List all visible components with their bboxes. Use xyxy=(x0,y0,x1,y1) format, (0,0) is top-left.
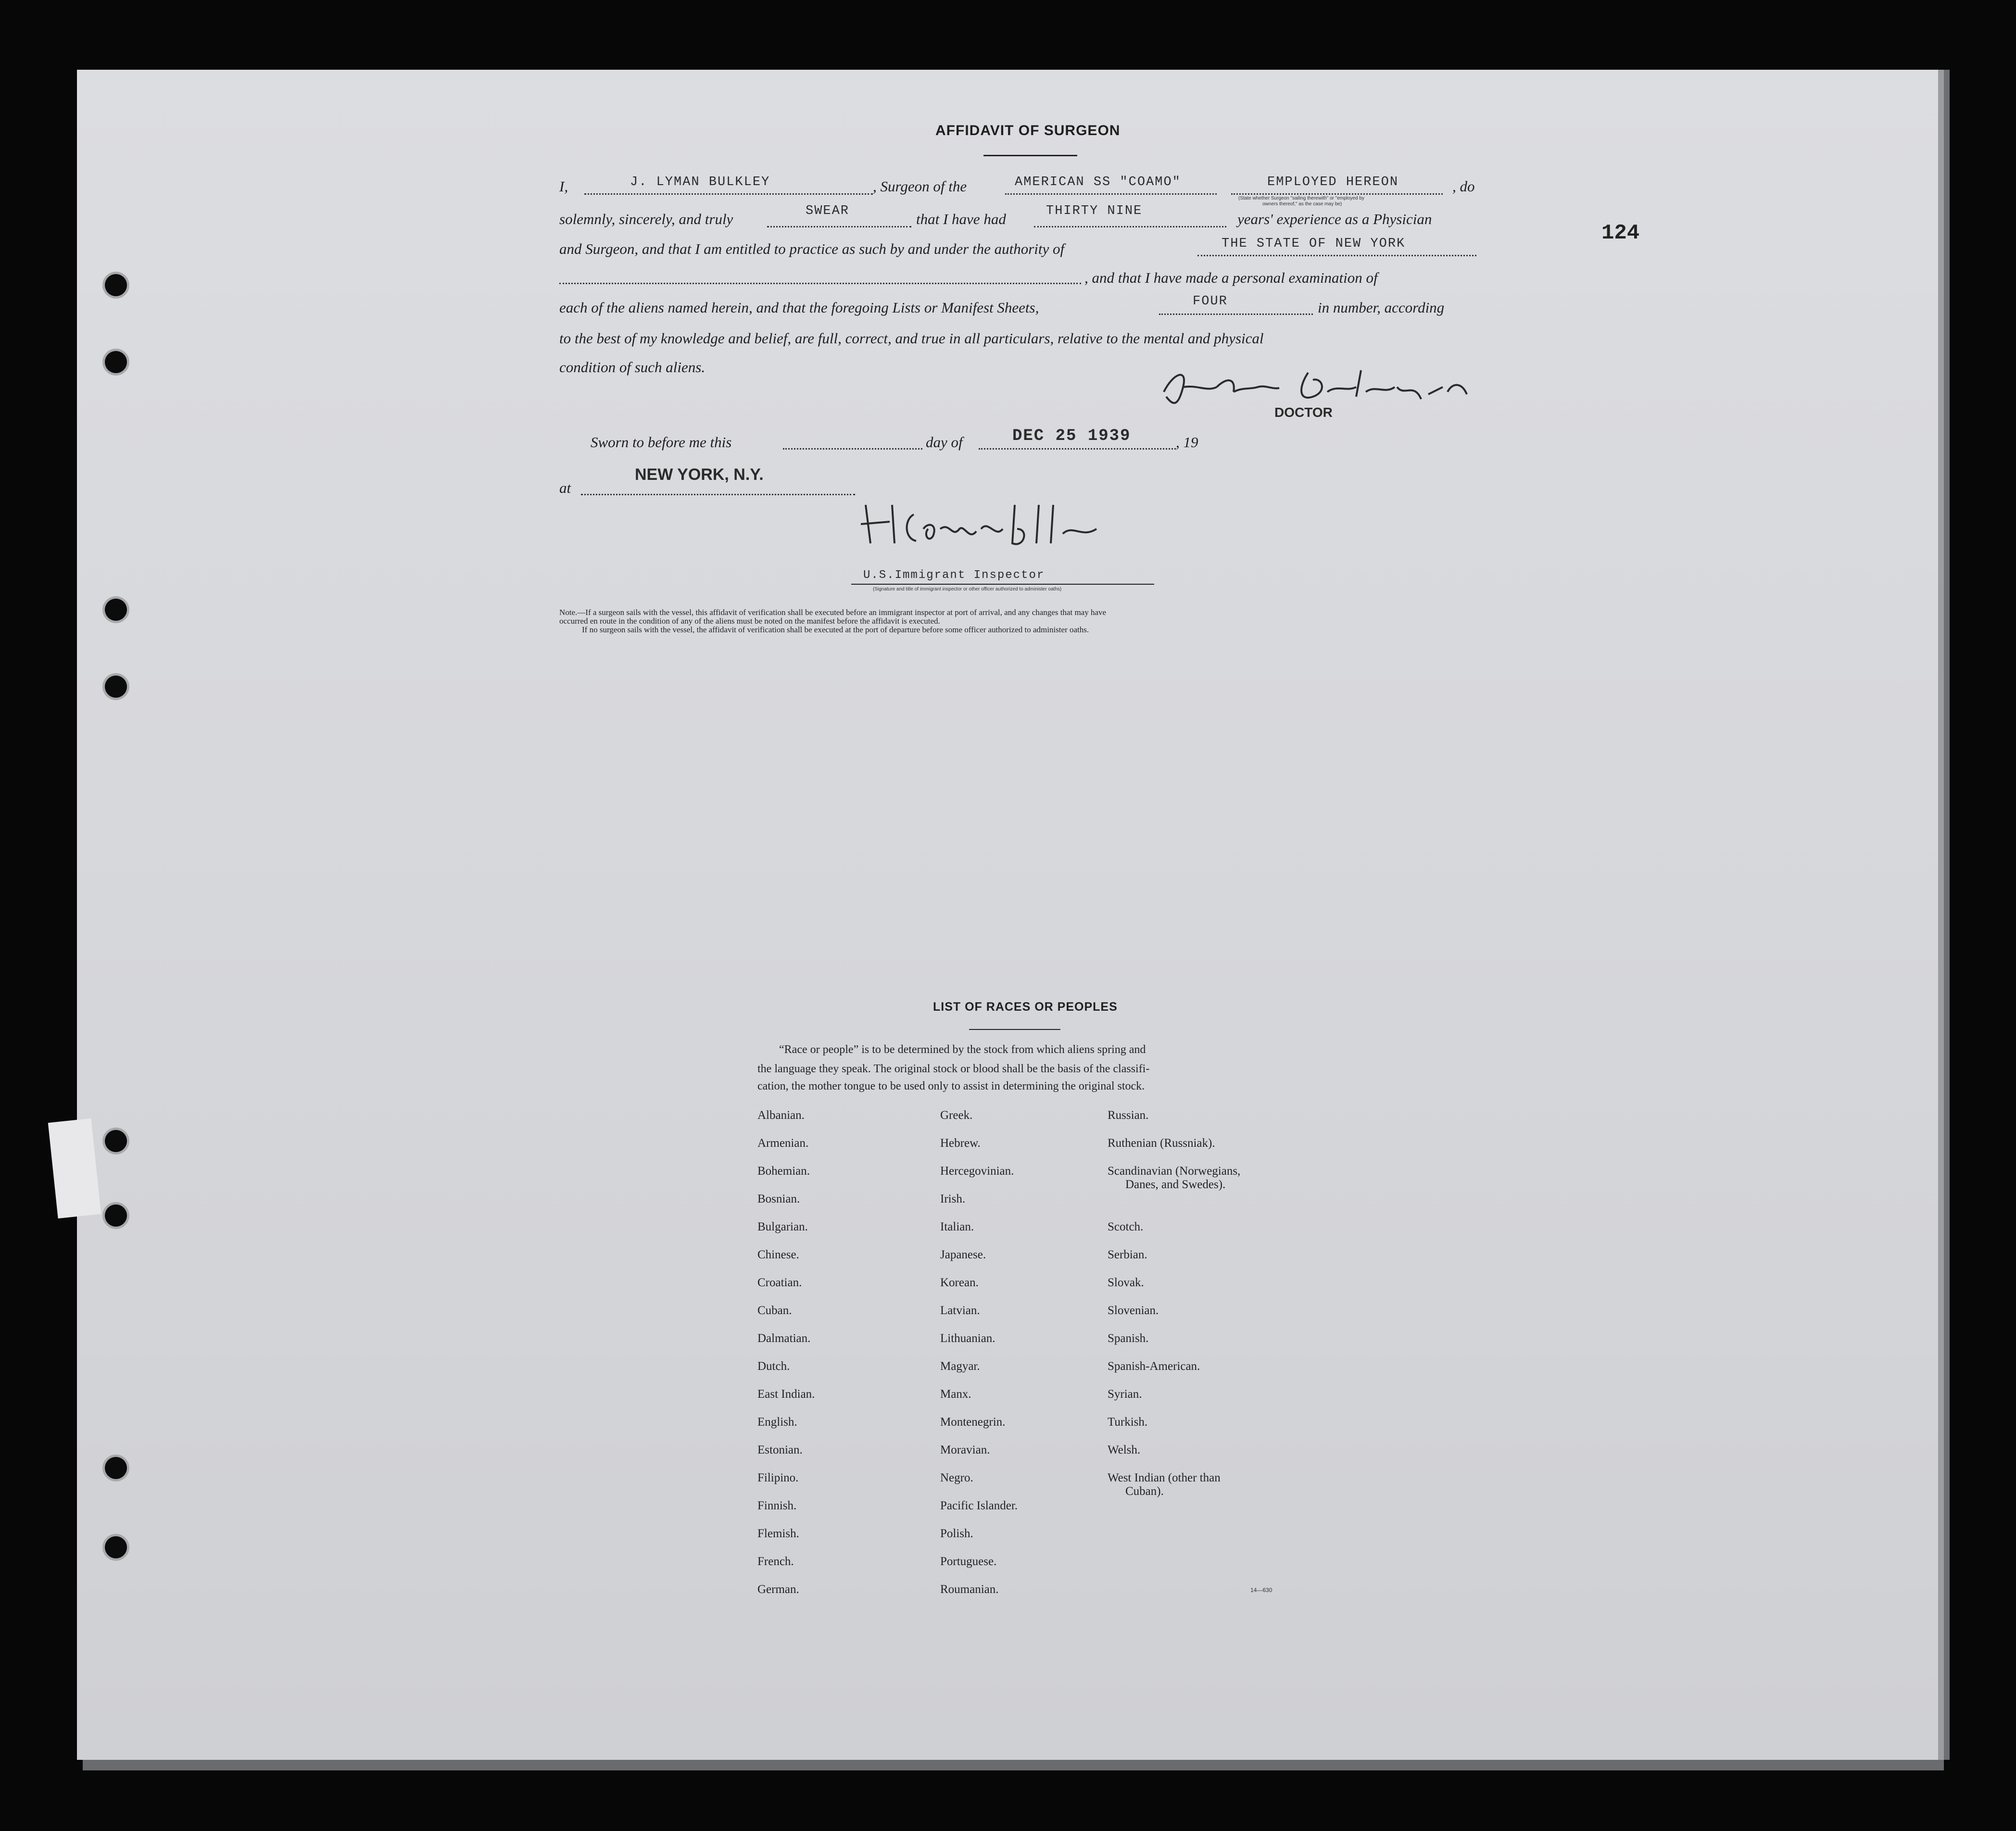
races-title-underline xyxy=(969,1029,1060,1030)
race-item: East Indian. xyxy=(757,1388,815,1401)
race-item: Dalmatian. xyxy=(757,1332,811,1345)
note-line-1: Note.—If a surgeon sails with the vessel, this affidavit of verification shall be executed before an immigrant inspector at port of arrival, and any changes that may have xyxy=(559,608,1107,617)
binder-hole xyxy=(105,351,127,373)
affidavit-line2-mid: that I have had xyxy=(916,211,1006,227)
sheet-bottom-edge xyxy=(83,1760,1944,1770)
race-item: Russian. xyxy=(1108,1109,1149,1122)
race-item: Croatian. xyxy=(757,1276,802,1289)
race-item: West Indian (other than xyxy=(1108,1471,1221,1484)
race-item: Chinese. xyxy=(757,1248,799,1261)
employment-note-1: (State whether Surgeon "sailing therewith" or "employed by xyxy=(1238,196,1364,201)
race-item: Filipino. xyxy=(757,1471,799,1484)
ship-field xyxy=(1005,193,1217,195)
signature-title: DOCTOR xyxy=(1274,405,1333,420)
binder-hole xyxy=(105,274,127,296)
affidavit-line6: to the best of my knowledge and belief, are full, correct, and true in all particulars, relative to the mental and physical xyxy=(559,330,1264,347)
race-item: Latvian. xyxy=(940,1304,980,1317)
employment-field xyxy=(1231,193,1443,195)
binder-hole xyxy=(105,1457,127,1479)
race-item: Manx. xyxy=(940,1388,971,1401)
races-intro-3: cation, the mother tongue to be used only to assist in determining the original stock. xyxy=(757,1080,1145,1092)
employment-status: EMPLOYED HEREON xyxy=(1267,175,1399,189)
affidavit-line2-end: years' experience as a Physician xyxy=(1237,211,1432,227)
race-item: Greek. xyxy=(940,1109,973,1122)
page-number: 124 xyxy=(1601,221,1640,245)
race-item: Ruthenian (Russniak). xyxy=(1108,1137,1215,1150)
race-item: Cuban. xyxy=(757,1304,792,1317)
race-item: Korean. xyxy=(940,1276,979,1289)
race-item: Danes, and Swedes). xyxy=(1125,1178,1226,1191)
sheets-field xyxy=(1159,314,1313,315)
years-experience: THIRTY NINE xyxy=(1046,204,1143,218)
surgeon-name: J. LYMAN BULKLEY xyxy=(630,175,770,189)
affidavit-line1-surgeon-of: , Surgeon of the xyxy=(873,178,967,195)
race-item: Spanish-American. xyxy=(1108,1360,1200,1373)
race-item: Pacific Islander. xyxy=(940,1499,1018,1512)
affidavit-line4-end: , and that I have made a personal examination of xyxy=(1084,269,1378,286)
oath-word: SWEAR xyxy=(806,204,850,218)
sworn-start: Sworn to before me this xyxy=(591,434,732,451)
race-item: Italian. xyxy=(940,1220,974,1233)
oath-field xyxy=(767,226,911,227)
race-item: Moravian. xyxy=(940,1443,990,1456)
race-item: Armenian. xyxy=(757,1137,809,1150)
race-item: Albanian. xyxy=(757,1109,805,1122)
at-place-field xyxy=(581,494,855,495)
race-item: Bulgarian. xyxy=(757,1220,808,1233)
authority: THE STATE OF NEW YORK xyxy=(1222,237,1406,251)
race-item: Syrian. xyxy=(1108,1388,1142,1401)
affidavit-line2-start: solemnly, sincerely, and truly xyxy=(559,211,733,227)
race-item: Portuguese. xyxy=(940,1555,997,1568)
binder-hole xyxy=(105,676,127,698)
title-underline xyxy=(983,155,1077,156)
race-item: Roumanian. xyxy=(940,1583,999,1596)
race-item: Dutch. xyxy=(757,1360,790,1373)
race-item: Negro. xyxy=(940,1471,973,1484)
affidavit-line5-end: in number, according xyxy=(1318,299,1445,316)
affidavit-title: AFFIDAVIT OF SURGEON xyxy=(935,123,1121,138)
affidavit-line3-start: and Surgeon, and that I am entitled to practice as such by and under the authority of xyxy=(559,240,1065,257)
sworn-date-stamp: DEC 25 1939 xyxy=(1012,427,1131,445)
inspector-signature xyxy=(856,495,1125,558)
inspector-note: (Signature and title of immigrant inspector or other officer authorized to administer oaths) xyxy=(873,587,1062,592)
race-item: Scandinavian (Norwegians, xyxy=(1108,1165,1241,1178)
surgeon-name-field xyxy=(584,193,873,195)
race-item: Irish. xyxy=(940,1192,966,1205)
race-item: French. xyxy=(757,1555,794,1568)
race-item: Turkish. xyxy=(1108,1416,1148,1429)
affidavit-line1-i: I, xyxy=(559,178,568,195)
ship-name: AMERICAN SS "COAMO" xyxy=(1015,175,1181,189)
sheets-count: FOUR xyxy=(1193,294,1228,309)
at-label: at xyxy=(559,479,571,496)
affidavit-line1-do: , do xyxy=(1452,178,1475,195)
race-item: German. xyxy=(757,1583,799,1596)
form-number: 14—630 xyxy=(1250,1587,1273,1593)
affidavit-line5-start: each of the aliens named herein, and that the foregoing Lists or Manifest Sheets, xyxy=(559,299,1039,316)
race-item: Spanish. xyxy=(1108,1332,1149,1345)
race-item: Bohemian. xyxy=(757,1165,810,1178)
race-item: Polish. xyxy=(940,1527,973,1540)
race-item: Welsh. xyxy=(1108,1443,1141,1456)
race-item: Finnish. xyxy=(757,1499,797,1512)
race-item: Scotch. xyxy=(1108,1220,1144,1233)
sworn-day-field xyxy=(783,448,922,450)
races-intro-2: the language they speak. The original stock or blood shall be the basis of the classifi- xyxy=(757,1063,1150,1075)
race-item: Slovenian. xyxy=(1108,1304,1159,1317)
race-item: Magyar. xyxy=(940,1360,980,1373)
race-item: Estonian. xyxy=(757,1443,803,1456)
binder-hole xyxy=(105,1130,127,1152)
years-field xyxy=(1034,226,1226,227)
race-item: Japanese. xyxy=(940,1248,986,1261)
sworn-date-field xyxy=(979,448,1176,450)
race-item: Montenegrin. xyxy=(940,1416,1006,1429)
races-title: LIST OF RACES OR PEOPLES xyxy=(933,1000,1118,1014)
affidavit-line7: condition of such aliens. xyxy=(559,359,706,376)
race-item: Bosnian. xyxy=(757,1192,800,1205)
sworn-19: , 19 xyxy=(1176,434,1198,451)
races-intro-1: “Race or people” is to be determined by the stock from which aliens spring and xyxy=(779,1043,1146,1056)
race-item: Serbian. xyxy=(1108,1248,1147,1261)
race-item: Lithuanian. xyxy=(940,1332,995,1345)
authority-continuation-field xyxy=(559,283,1081,284)
race-item: English. xyxy=(757,1416,797,1429)
race-item: Hebrew. xyxy=(940,1137,981,1150)
note-line-2: occurred en route in the condition of any of the aliens must be noted on the manifest before the affidavit is executed. xyxy=(559,616,940,626)
binder-hole xyxy=(105,1536,127,1558)
race-item: Slovak. xyxy=(1108,1276,1144,1289)
race-item: Flemish. xyxy=(757,1527,799,1540)
inspector-line xyxy=(851,584,1154,585)
binder-hole xyxy=(105,599,127,621)
sworn-day-of: day of xyxy=(926,434,963,451)
authority-field xyxy=(1197,255,1476,256)
inspector-title: U.S.Immigrant Inspector xyxy=(863,569,1045,582)
race-item: Hercegovinian. xyxy=(940,1165,1014,1178)
note-line-3: If no surgeon sails with the vessel, the affidavit of verification shall be executed at the port of departure before some officer authorized to administer oaths. xyxy=(582,625,1089,634)
at-place-stamp: NEW YORK, N.Y. xyxy=(635,465,764,484)
race-item: Cuban). xyxy=(1125,1485,1164,1498)
employment-note-2: owners thereof," as the case may be) xyxy=(1262,201,1342,207)
binder-hole xyxy=(105,1204,127,1227)
